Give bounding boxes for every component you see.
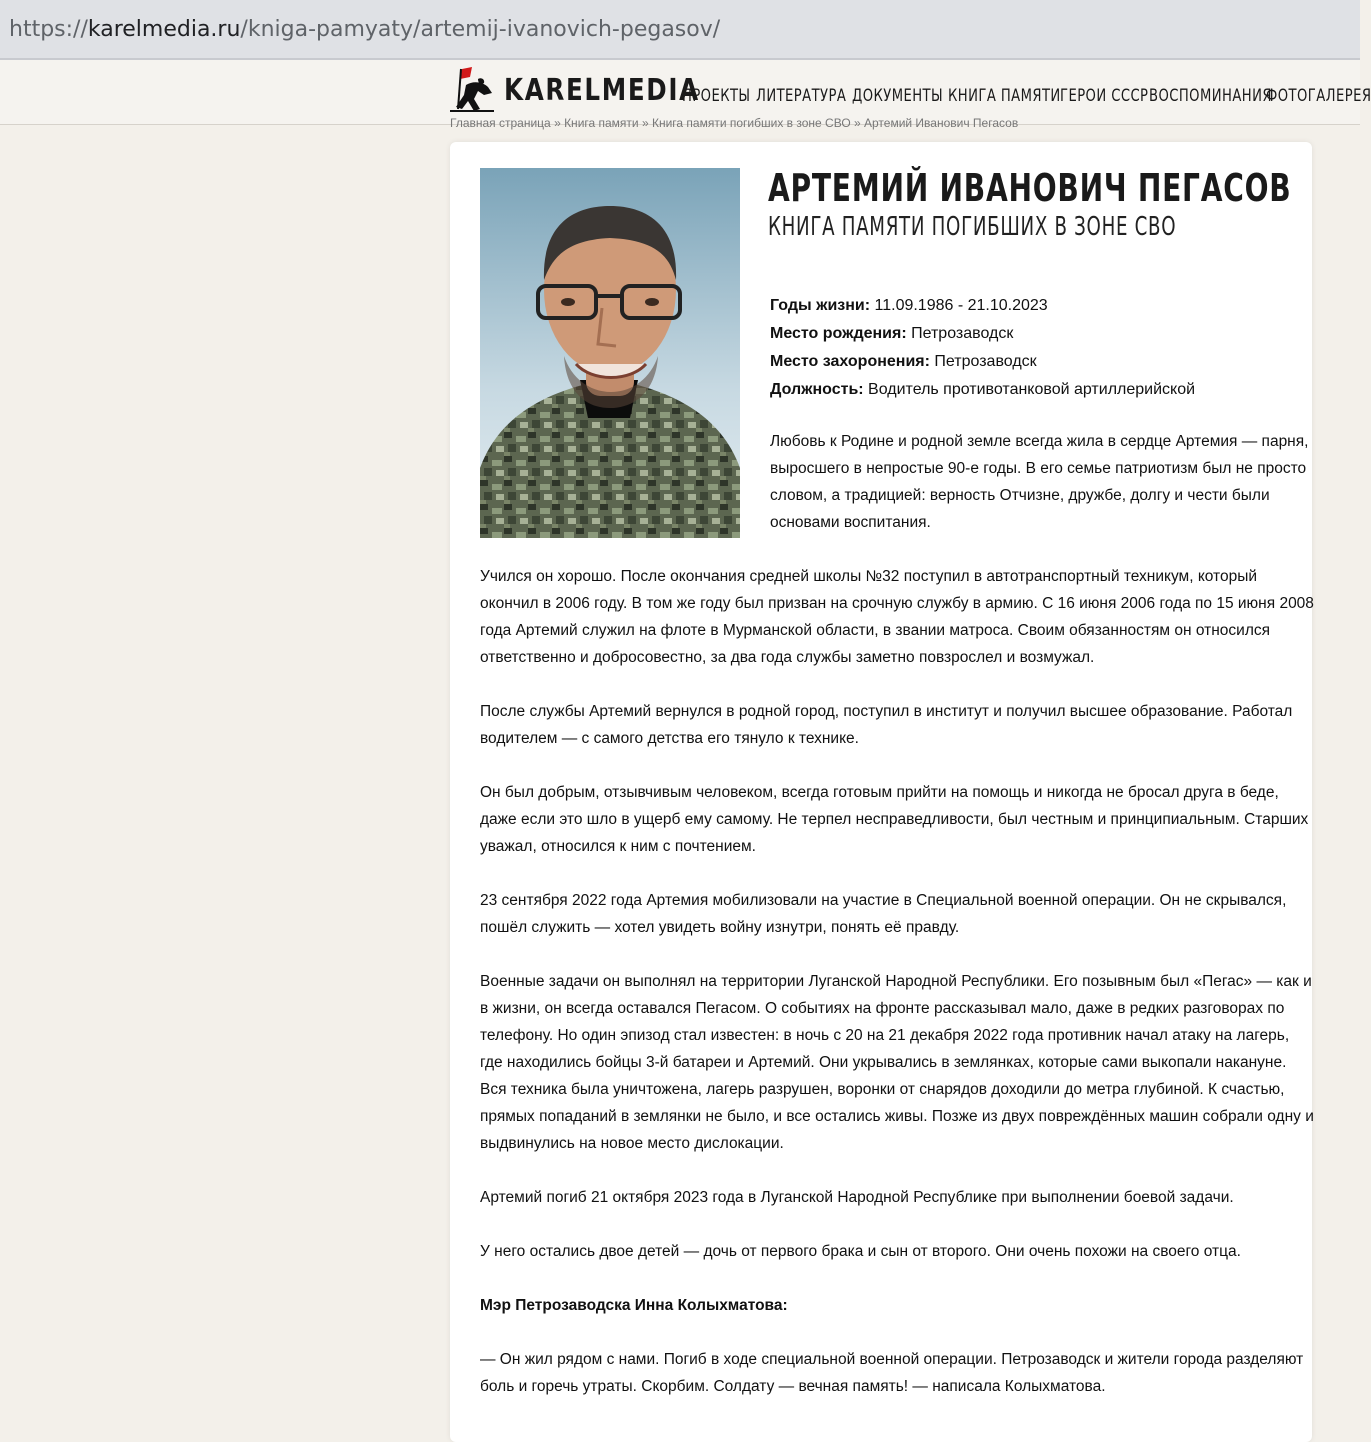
biography-paragraph: Артемий погиб 21 октября 2023 года в Луганской Народной Республике при выполнении боевой задачи. xyxy=(480,1189,1234,1206)
biography-paragraph: Учился он хорошо. После окончания средней школы №32 поступил в автотранспортный техникум, который окончил в 2006 году. В том же году был призван на срочную службу в армию. С 16 июня 2006 года по 15 июня 2008 года Артемий служил на флоте в Мурманской области, в звании матроса. Своим обязанностям он относился ответственно и добросовестно, за два года службы заметно повзрослел и возмужал. xyxy=(480,568,1314,666)
fact-years: Годы жизни: 11.09.1986 - 21.10.2023 xyxy=(770,297,1048,314)
biography-text xyxy=(480,563,1315,1427)
nav-item-heroes-ussr[interactable]: ГЕРОИ СССР xyxy=(1060,86,1149,106)
address-bar[interactable] xyxy=(0,0,1360,60)
main-nav xyxy=(682,86,1371,106)
logo-soldier-flag-icon xyxy=(448,65,498,115)
person-name: АРТЕМИЙ ИВАНОВИЧ ПЕГАСОВ xyxy=(768,166,1292,210)
biography-paragraph: 23 сентября 2022 года Артемия мобилизовали на участие в Специальной военной операции. Он не скрывался, пошёл служить — хотел увидеть войну изнутри, понять её правду. xyxy=(480,892,1287,936)
portrait-photo xyxy=(480,168,740,538)
breadcrumb[interactable]: Главная страница » Книга памяти » Книга памяти погибших в зоне СВО » Артемий Иванович Пегасов xyxy=(450,116,1019,130)
nav-item-documents[interactable]: ДОКУМЕНТЫ xyxy=(852,86,944,106)
fact-position: Должность: Водитель противотанковой артиллерийской xyxy=(770,381,1196,398)
nav-item-projects[interactable]: ПРОЕКТЫ xyxy=(682,86,751,106)
fact-burial-place: Место захоронения: Петрозаводск xyxy=(770,353,1037,370)
logo-text: KARELMEDIA xyxy=(504,72,700,108)
fact-birthplace: Место рождения: Петрозаводск xyxy=(770,325,1014,342)
nav-item-memories[interactable]: ВОСПОМИНАНИЯ xyxy=(1149,86,1272,106)
memorial-card xyxy=(450,142,1312,1442)
biography-paragraph: После службы Артемий вернулся в родной город, поступил в институт и получил высшее образование. Работал водителем — с самого детства его тянуло к технике. xyxy=(480,703,1293,747)
url-text[interactable]: https://karelmedia.ru/kniga-pamyaty/artemij-ivanovich-pegasov/ xyxy=(9,16,721,42)
quote-author: Мэр Петрозаводска Инна Колыхматова: xyxy=(480,1297,788,1314)
person-facts xyxy=(770,292,1310,404)
intro-paragraph: Любовь к Родине и родной земле всегда жила в сердце Артемия — парня, выросшего в непростые 90-е годы. В его семье патриотизм был не просто словом, а традицией: верность Отчизне, дружбе, долгу и чести были основами воспитания. xyxy=(770,433,1309,531)
nav-item-photo-gallery[interactable]: ФОТОГАЛЕРЕЯ xyxy=(1266,86,1371,106)
person-subtitle: КНИГА ПАМЯТИ ПОГИБШИХ В ЗОНЕ СВО xyxy=(768,212,1177,242)
nav-item-literature[interactable]: ЛИТЕРАТУРА xyxy=(756,86,847,106)
biography-paragraph: У него остались двое детей — дочь от первого брака и сын от второго. Они очень похожи на своего отца. xyxy=(480,1243,1241,1260)
biography-paragraph: Военные задачи он выполнял на территории Луганской Народной Республики. Его позывным был «Пегас» — как и в жизни, он всегда оставался Пегасом. О событиях на фронте рассказывал мало, даже в редких разговорах по телефону. Но один эпизод стал известен: в ночь с 20 на 21 декабря 2022 года противник начал атаку на лагерь, где находились бойцы 3-й батареи и Артемий. Они укрывались в землянках, которые сами выкопали накануне. Вся техника была уничтожена, лагерь разрушен, воронки от снарядов доходили до метра глубиной. К счастью, прямых попаданий в землянки не было, и все остались живы. Позже из двух повреждённых машин собрали одну и выдвинулись на новое место дислокации. xyxy=(480,973,1314,1152)
nav-item-memory-book[interactable]: КНИГА ПАМЯТИ xyxy=(948,86,1061,106)
quote-text: — Он жил рядом с нами. Погиб в ходе специальной военной операции. Петрозаводск и жители города разделяют боль и горечь утраты. Скорбим. Солдату — вечная память! — написала Колыхматова. xyxy=(480,1351,1304,1395)
biography-paragraph: Он был добрым, отзывчивым человеком, всегда готовым прийти на помощь и никогда не бросал друга в беде, даже если это шло в ущерб ему самому. Не терпел несправедливости, был честным и принципиальным. Старших уважал, относился к ним с почтением. xyxy=(480,784,1309,855)
